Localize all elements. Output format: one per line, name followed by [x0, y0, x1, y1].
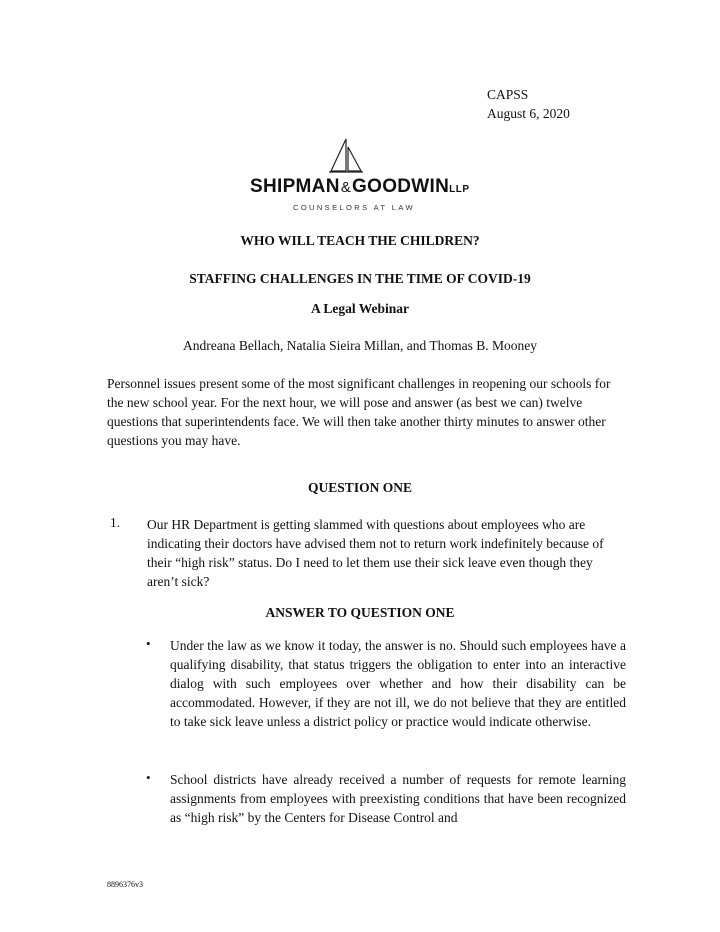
document-subtitle: STAFFING CHALLENGES IN THE TIME OF COVID-19 — [189, 271, 531, 286]
header-org: CAPSS — [487, 87, 529, 102]
bullet-marker-1: • — [146, 636, 151, 651]
sailboat-logo-icon — [328, 138, 364, 179]
question-number: 1. — [110, 515, 121, 530]
logo-brand-right: GOODWIN — [352, 176, 450, 197]
answer-bullet-2: School districts have already received a number of requests for remote learning assignments from employees with preexisting conditions that have been recognized as “high risk” by the Centers for Disease Control and — [170, 772, 626, 825]
footer-doc-id: 8896376v3 — [107, 880, 143, 889]
authors-line: Andreana Bellach, Natalia Sieira Millan, and Thomas B. Mooney — [182, 338, 538, 353]
answer-bullet-1: Under the law as we know it today, the answer is no. Should such employees have a qualifying disability, that status triggers the obligation to enter into an interactive dialog with such employees over whether and how their disability can be accommodated. However, if they are not ill, we do not believe that they are entitled to take sick leave unless a district policy or practice would indicate otherwise. — [170, 638, 626, 729]
document-title: WHO WILL TEACH THE CHILDREN? — [240, 233, 480, 248]
firm-logo-wordmark — [250, 176, 470, 198]
question-text: Our HR Department is getting slammed with questions about employees who are indicating their doctors have advised them not to return work indefinitely because of their “high risk” status. Do I need to let them use their sick leave even though they aren’t sick? — [147, 517, 604, 589]
event-label: A Legal Webinar — [310, 301, 409, 316]
logo-suffix: LLP — [449, 184, 470, 195]
bullet-marker-2: • — [146, 770, 151, 785]
logo-tagline: COUNSELORS AT LAW — [293, 203, 415, 212]
question-heading: QUESTION ONE — [308, 480, 412, 495]
intro-paragraph: Personnel issues present some of the most significant challenges in reopening our schools for the new school year. For the next hour, we will pose and answer (as best we can) twelve questions that superintendents face. We will then take another thirty minutes to answer other questions you may have. — [107, 376, 611, 448]
header-date: August 6, 2020 — [487, 106, 570, 121]
answer-heading: ANSWER TO QUESTION ONE — [265, 605, 455, 620]
logo-ampersand: & — [340, 179, 352, 196]
document-header — [487, 85, 570, 123]
logo-brand-left: SHIPMAN — [250, 176, 340, 197]
